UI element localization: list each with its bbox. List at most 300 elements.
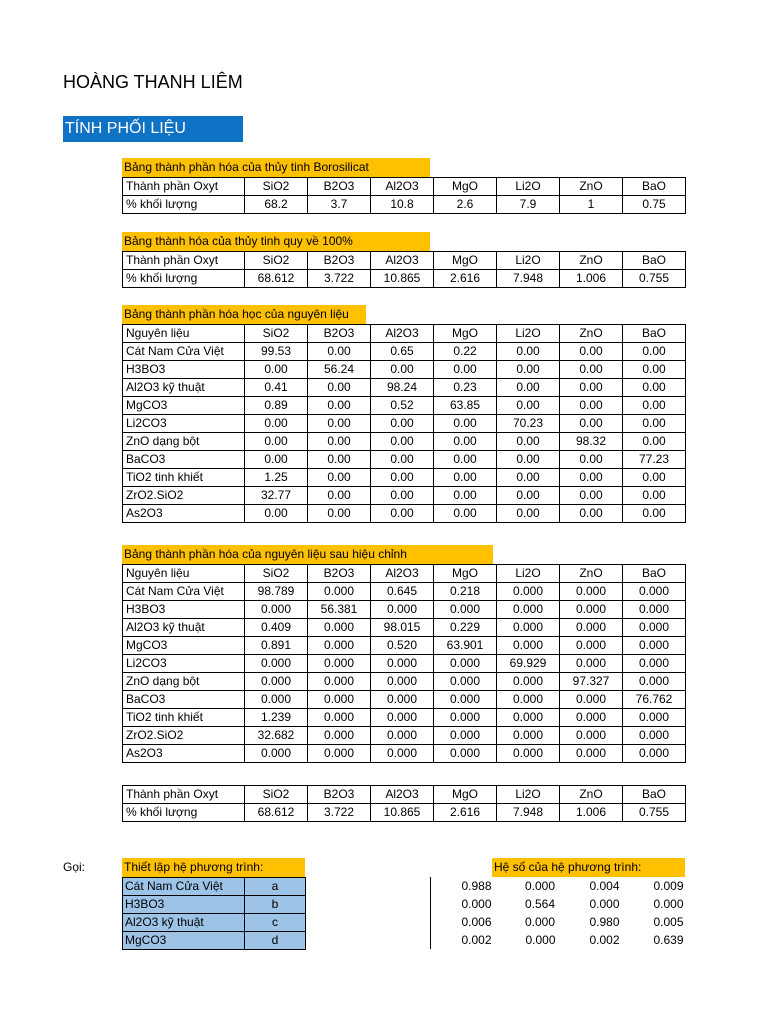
value-cell: 0.000 xyxy=(497,727,560,745)
value-cell: 0.645 xyxy=(371,583,434,601)
value-cell: 0.00 xyxy=(371,361,434,379)
row-label-cell: Thành phần Oxyt xyxy=(123,786,245,804)
row-label-cell: Al2O3 kỹ thuật xyxy=(123,379,245,397)
value-cell: 0.00 xyxy=(623,487,686,505)
coefficient-cell: 0.006 xyxy=(461,915,492,929)
value-cell: Li2O xyxy=(497,786,560,804)
value-cell: 0.218 xyxy=(434,583,497,601)
coefficient-row xyxy=(431,877,686,895)
value-cell: 0.000 xyxy=(371,673,434,691)
value-cell: 0.755 xyxy=(623,270,686,288)
value-cell: 0.000 xyxy=(623,673,686,691)
table-row xyxy=(123,270,686,288)
value-cell: 0.00 xyxy=(245,361,308,379)
row-label-cell: H3BO3 xyxy=(123,361,245,379)
value-cell: 0.52 xyxy=(371,397,434,415)
header-row xyxy=(123,178,686,196)
value-cell: Al2O3 xyxy=(371,786,434,804)
value-cell: 0.000 xyxy=(497,583,560,601)
table-row xyxy=(123,655,686,673)
value-cell: SiO2 xyxy=(245,178,308,196)
table-adjusted-materials xyxy=(122,564,686,763)
value-cell: Al2O3 xyxy=(371,252,434,270)
table-row xyxy=(123,379,686,397)
value-cell: B2O3 xyxy=(308,325,371,343)
value-cell: 0.00 xyxy=(371,451,434,469)
value-cell: 0.000 xyxy=(371,655,434,673)
value-cell: 0.00 xyxy=(560,397,623,415)
value-cell: 0.00 xyxy=(371,505,434,523)
value-cell: 0.000 xyxy=(497,745,560,763)
variable-cell: c xyxy=(245,914,306,932)
material-name-cell: H3BO3 xyxy=(123,896,245,914)
value-cell: B2O3 xyxy=(308,178,371,196)
coefficient-cell: 0.000 xyxy=(524,879,555,893)
value-cell: 0.000 xyxy=(560,583,623,601)
value-cell: 0.229 xyxy=(434,619,497,637)
value-cell: 0.000 xyxy=(623,637,686,655)
value-cell: 0.000 xyxy=(371,745,434,763)
value-cell: 7.948 xyxy=(497,804,560,822)
value-cell: 0.00 xyxy=(560,487,623,505)
table-row xyxy=(123,583,686,601)
coefficient-row xyxy=(431,895,686,913)
value-cell: BaO xyxy=(623,178,686,196)
value-cell: 1.006 xyxy=(560,270,623,288)
header-row xyxy=(123,252,686,270)
value-cell: 2.616 xyxy=(434,270,497,288)
table-caption-borosilicate: Bảng thành phần hóa của thủy tinh Borosilicat xyxy=(122,158,430,177)
value-cell: 0.000 xyxy=(245,601,308,619)
value-cell: 0.00 xyxy=(623,343,686,361)
value-cell: 0.000 xyxy=(434,691,497,709)
value-cell: 0.00 xyxy=(308,451,371,469)
value-cell: 0.000 xyxy=(371,691,434,709)
coefficient-cell: 0.980 xyxy=(589,915,620,929)
value-cell: 0.000 xyxy=(434,745,497,763)
value-cell: 0.000 xyxy=(245,745,308,763)
value-cell: 1.239 xyxy=(245,709,308,727)
value-cell: MgO xyxy=(434,786,497,804)
value-cell: 0.000 xyxy=(434,655,497,673)
value-cell: 0.00 xyxy=(497,505,560,523)
row-label-cell: Cát Nam Cửa Việt xyxy=(123,343,245,361)
value-cell: 0.000 xyxy=(245,673,308,691)
value-cell: MgO xyxy=(434,325,497,343)
value-cell: 0.000 xyxy=(560,637,623,655)
value-cell: 0.89 xyxy=(245,397,308,415)
row-label-cell: TiO2 tinh khiết xyxy=(123,709,245,727)
author-name: HOÀNG THANH LIÊM xyxy=(63,72,243,92)
table-normalized-composition xyxy=(122,251,686,288)
value-cell: B2O3 xyxy=(308,252,371,270)
coefficient-cell: 0.000 xyxy=(653,897,684,911)
value-cell: BaO xyxy=(623,252,686,270)
coefficient-cell: 0.004 xyxy=(589,879,620,893)
row-label-cell: Nguyên liệu xyxy=(123,565,245,583)
value-cell: 56.381 xyxy=(308,601,371,619)
value-cell: 0.00 xyxy=(308,487,371,505)
row-label-cell: Nguyên liệu xyxy=(123,325,245,343)
value-cell: 0.00 xyxy=(497,487,560,505)
row-label-cell: Li2CO3 xyxy=(123,415,245,433)
value-cell: 0.00 xyxy=(434,451,497,469)
row-label-cell: H3BO3 xyxy=(123,601,245,619)
table-row xyxy=(123,343,686,361)
value-cell: 0.00 xyxy=(623,397,686,415)
value-cell: 1.25 xyxy=(245,469,308,487)
assignment-row xyxy=(123,914,306,932)
value-cell: B2O3 xyxy=(308,565,371,583)
table-borosilicate-composition xyxy=(122,177,686,214)
value-cell: Al2O3 xyxy=(371,325,434,343)
value-cell: 0.00 xyxy=(497,451,560,469)
value-cell: 0.22 xyxy=(434,343,497,361)
assignment-row xyxy=(123,878,306,896)
value-cell: 68.612 xyxy=(245,804,308,822)
value-cell: 0.23 xyxy=(434,379,497,397)
header-row xyxy=(123,325,686,343)
value-cell: 0.00 xyxy=(308,343,371,361)
coefficient-cell: 0.002 xyxy=(589,933,620,947)
value-cell: 10.8 xyxy=(371,196,434,214)
section-title: TÍNH PHỐI LIỆU xyxy=(63,116,243,142)
variable-assignments xyxy=(122,877,306,950)
value-cell: 0.000 xyxy=(623,601,686,619)
value-cell: 0.000 xyxy=(497,619,560,637)
coefficient-cell: 0.009 xyxy=(653,879,684,893)
table-row xyxy=(123,415,686,433)
row-label-cell: Li2CO3 xyxy=(123,655,245,673)
value-cell: 0.00 xyxy=(560,343,623,361)
value-cell: 76.762 xyxy=(623,691,686,709)
value-cell: 0.000 xyxy=(308,673,371,691)
value-cell: 0.00 xyxy=(371,433,434,451)
value-cell: Al2O3 xyxy=(371,565,434,583)
value-cell: 0.00 xyxy=(245,415,308,433)
coefficient-cell: 0.000 xyxy=(461,897,492,911)
value-cell: 56.24 xyxy=(308,361,371,379)
value-cell: 0.00 xyxy=(497,397,560,415)
coefficient-cell: 0.000 xyxy=(525,933,556,947)
value-cell: ZnO xyxy=(560,786,623,804)
value-cell: 98.24 xyxy=(371,379,434,397)
row-label-cell: As2O3 xyxy=(123,505,245,523)
row-label-cell: Cát Nam Cửa Việt xyxy=(123,583,245,601)
value-cell: 0.000 xyxy=(308,727,371,745)
row-label-cell: Thành phần Oxyt xyxy=(123,178,245,196)
table-row xyxy=(123,619,686,637)
value-cell: SiO2 xyxy=(245,565,308,583)
value-cell: 77.23 xyxy=(623,451,686,469)
value-cell: BaO xyxy=(623,565,686,583)
setup-caption: Thiết lập hệ phương trình: xyxy=(122,858,305,877)
value-cell: 63.85 xyxy=(434,397,497,415)
value-cell: 0.000 xyxy=(308,619,371,637)
table-caption-adjusted: Bảng thành phần hóa của nguyên liệu sau hiệu chỉnh xyxy=(122,545,493,564)
value-cell: 0.000 xyxy=(560,745,623,763)
table-row xyxy=(123,727,686,745)
value-cell: 0.00 xyxy=(623,505,686,523)
table-row xyxy=(123,397,686,415)
coefficient-row xyxy=(431,913,686,931)
value-cell: MgO xyxy=(434,252,497,270)
value-cell: 10.865 xyxy=(371,804,434,822)
value-cell: Li2O xyxy=(497,565,560,583)
coefficient-matrix xyxy=(430,877,686,949)
row-label-cell: MgCO3 xyxy=(123,637,245,655)
value-cell: 0.000 xyxy=(434,601,497,619)
value-cell: BaO xyxy=(623,325,686,343)
table-row xyxy=(123,505,686,523)
value-cell: 0.00 xyxy=(308,469,371,487)
value-cell: B2O3 xyxy=(308,786,371,804)
material-name-cell: Al2O3 kỹ thuật xyxy=(123,914,245,932)
value-cell: 0.41 xyxy=(245,379,308,397)
value-cell: 0.000 xyxy=(497,691,560,709)
value-cell: 0.000 xyxy=(371,709,434,727)
coefficient-cell: 0.988 xyxy=(461,879,492,893)
value-cell: 98.32 xyxy=(560,433,623,451)
value-cell: 0.000 xyxy=(560,727,623,745)
value-cell: 0.00 xyxy=(308,505,371,523)
value-cell: 0.00 xyxy=(497,433,560,451)
value-cell: 7.9 xyxy=(497,196,560,214)
coef-caption: Hệ số của hệ phương trình: xyxy=(492,858,685,877)
value-cell: 70.23 xyxy=(497,415,560,433)
value-cell: 0.000 xyxy=(371,727,434,745)
row-label-cell: BaCO3 xyxy=(123,451,245,469)
value-cell: 0.520 xyxy=(371,637,434,655)
value-cell: 0.00 xyxy=(497,361,560,379)
value-cell: 0.00 xyxy=(245,433,308,451)
value-cell: 7.948 xyxy=(497,270,560,288)
value-cell: Li2O xyxy=(497,325,560,343)
value-cell: SiO2 xyxy=(245,252,308,270)
value-cell: MgO xyxy=(434,565,497,583)
table-row xyxy=(123,196,686,214)
value-cell: ZnO xyxy=(560,252,623,270)
value-cell: 0.00 xyxy=(623,379,686,397)
value-cell: 0.000 xyxy=(245,691,308,709)
value-cell: 0.000 xyxy=(308,709,371,727)
value-cell: 63.901 xyxy=(434,637,497,655)
value-cell: 0.409 xyxy=(245,619,308,637)
table-row xyxy=(123,601,686,619)
value-cell: 0.000 xyxy=(308,691,371,709)
table-caption-raw-materials: Bảng thành phần hóa học của nguyên liệu xyxy=(122,305,366,324)
table-row xyxy=(123,673,686,691)
value-cell: 0.00 xyxy=(623,415,686,433)
coefficient-row xyxy=(431,931,686,949)
row-label-cell: As2O3 xyxy=(123,745,245,763)
row-label-cell: % khối lượng xyxy=(123,196,245,214)
table-row xyxy=(123,487,686,505)
value-cell: 0.00 xyxy=(371,469,434,487)
value-cell: 0.755 xyxy=(623,804,686,822)
coefficient-cell: 0.639 xyxy=(653,933,684,947)
variable-cell: b xyxy=(245,896,306,914)
value-cell: 0.00 xyxy=(560,469,623,487)
value-cell: 0.000 xyxy=(623,709,686,727)
value-cell: 3.7 xyxy=(308,196,371,214)
value-cell: 0.00 xyxy=(245,451,308,469)
value-cell: 0.000 xyxy=(497,637,560,655)
value-cell: 0.00 xyxy=(497,343,560,361)
coefficient-cell: 0.564 xyxy=(524,897,555,911)
value-cell: 0.000 xyxy=(497,601,560,619)
value-cell: 0.000 xyxy=(371,601,434,619)
table-row xyxy=(123,709,686,727)
table-target-oxides xyxy=(122,785,686,822)
value-cell: 0.000 xyxy=(308,637,371,655)
value-cell: 0.00 xyxy=(497,379,560,397)
row-label-cell: ZrO2.SiO2 xyxy=(123,487,245,505)
value-cell: 0.000 xyxy=(623,655,686,673)
value-cell: 0.00 xyxy=(371,415,434,433)
value-cell: 0.000 xyxy=(308,655,371,673)
coefficient-cell: 0.000 xyxy=(524,915,555,929)
assignment-row xyxy=(123,896,306,914)
value-cell: 0.000 xyxy=(560,601,623,619)
value-cell: 0.00 xyxy=(560,379,623,397)
value-cell: 0.000 xyxy=(434,727,497,745)
coefficient-cell: 0.000 xyxy=(589,897,620,911)
row-label-cell: Al2O3 kỹ thuật xyxy=(123,619,245,637)
value-cell: 3.722 xyxy=(308,804,371,822)
row-label-cell: TiO2 tinh khiết xyxy=(123,469,245,487)
variable-cell: a xyxy=(245,878,306,896)
header-row xyxy=(123,565,686,583)
row-label-cell: ZnO dạng bột xyxy=(123,433,245,451)
value-cell: SiO2 xyxy=(245,786,308,804)
table-row xyxy=(123,469,686,487)
value-cell: 99.53 xyxy=(245,343,308,361)
material-name-cell: Cát Nam Cửa Việt xyxy=(123,878,245,896)
value-cell: 1 xyxy=(560,196,623,214)
value-cell: 0.00 xyxy=(308,379,371,397)
value-cell: 68.612 xyxy=(245,270,308,288)
value-cell: 0.00 xyxy=(560,505,623,523)
value-cell: 32.682 xyxy=(245,727,308,745)
table-row xyxy=(123,451,686,469)
table-row xyxy=(123,433,686,451)
value-cell: 0.000 xyxy=(560,655,623,673)
value-cell: Li2O xyxy=(497,178,560,196)
value-cell: 0.000 xyxy=(308,745,371,763)
value-cell: 32.77 xyxy=(245,487,308,505)
value-cell: 0.000 xyxy=(434,673,497,691)
value-cell: 0.00 xyxy=(308,433,371,451)
value-cell: 0.000 xyxy=(560,619,623,637)
value-cell: 0.75 xyxy=(623,196,686,214)
value-cell: ZnO xyxy=(560,325,623,343)
value-cell: SiO2 xyxy=(245,325,308,343)
value-cell: 98.789 xyxy=(245,583,308,601)
row-label-cell: MgCO3 xyxy=(123,397,245,415)
value-cell: 69.929 xyxy=(497,655,560,673)
value-cell: 0.00 xyxy=(371,487,434,505)
row-label-cell: BaCO3 xyxy=(123,691,245,709)
value-cell: 0.00 xyxy=(497,469,560,487)
value-cell: 0.65 xyxy=(371,343,434,361)
value-cell: 0.000 xyxy=(308,583,371,601)
row-label-cell: % khối lượng xyxy=(123,804,245,822)
table-raw-materials xyxy=(122,324,686,523)
value-cell: 0.00 xyxy=(623,361,686,379)
value-cell: Al2O3 xyxy=(371,178,434,196)
value-cell: 0.00 xyxy=(245,505,308,523)
header-row xyxy=(123,786,686,804)
row-label-cell: ZrO2.SiO2 xyxy=(123,727,245,745)
row-label-cell: ZnO dạng bột xyxy=(123,673,245,691)
value-cell: BaO xyxy=(623,786,686,804)
value-cell: 2.6 xyxy=(434,196,497,214)
value-cell: 98.015 xyxy=(371,619,434,637)
value-cell: 0.00 xyxy=(434,487,497,505)
value-cell: 0.00 xyxy=(560,415,623,433)
value-cell: 0.000 xyxy=(497,709,560,727)
value-cell: 10.865 xyxy=(371,270,434,288)
table-row xyxy=(123,691,686,709)
coefficient-cell: 0.005 xyxy=(653,915,684,929)
value-cell: 0.000 xyxy=(245,655,308,673)
value-cell: 0.00 xyxy=(623,469,686,487)
value-cell: 0.000 xyxy=(623,745,686,763)
value-cell: 0.00 xyxy=(434,469,497,487)
value-cell: Li2O xyxy=(497,252,560,270)
assignment-row xyxy=(123,932,306,950)
value-cell: 97.327 xyxy=(560,673,623,691)
variable-cell: d xyxy=(245,932,306,950)
value-cell: ZnO xyxy=(560,178,623,196)
coefficient-cell: 0.002 xyxy=(461,933,492,947)
value-cell: 0.00 xyxy=(308,415,371,433)
value-cell: 0.000 xyxy=(623,583,686,601)
value-cell: 0.891 xyxy=(245,637,308,655)
value-cell: 0.00 xyxy=(434,361,497,379)
table-row xyxy=(123,361,686,379)
value-cell: 0.00 xyxy=(560,361,623,379)
value-cell: 0.000 xyxy=(560,691,623,709)
table-caption-normalized: Bảng thành hóa của thủy tinh quy về 100% xyxy=(122,232,430,251)
value-cell: 0.00 xyxy=(434,505,497,523)
table-row xyxy=(123,745,686,763)
row-label-cell: Thành phần Oxyt xyxy=(123,252,245,270)
value-cell: 0.000 xyxy=(623,619,686,637)
value-cell: 0.00 xyxy=(623,433,686,451)
row-label-cell: % khối lượng xyxy=(123,270,245,288)
value-cell: 0.00 xyxy=(308,397,371,415)
goi-label: Gọi: xyxy=(63,860,86,874)
table-row xyxy=(123,637,686,655)
value-cell: ZnO xyxy=(560,565,623,583)
value-cell: 68.2 xyxy=(245,196,308,214)
value-cell: 3.722 xyxy=(308,270,371,288)
value-cell: 0.000 xyxy=(623,727,686,745)
value-cell: 0.00 xyxy=(434,415,497,433)
value-cell: 0.000 xyxy=(560,709,623,727)
material-name-cell: MgCO3 xyxy=(123,932,245,950)
value-cell: 0.00 xyxy=(434,433,497,451)
value-cell: 0.000 xyxy=(497,673,560,691)
value-cell: 2.616 xyxy=(434,804,497,822)
value-cell: MgO xyxy=(434,178,497,196)
table-row xyxy=(123,804,686,822)
value-cell: 0.00 xyxy=(560,451,623,469)
value-cell: 1.006 xyxy=(560,804,623,822)
value-cell: 0.000 xyxy=(434,709,497,727)
